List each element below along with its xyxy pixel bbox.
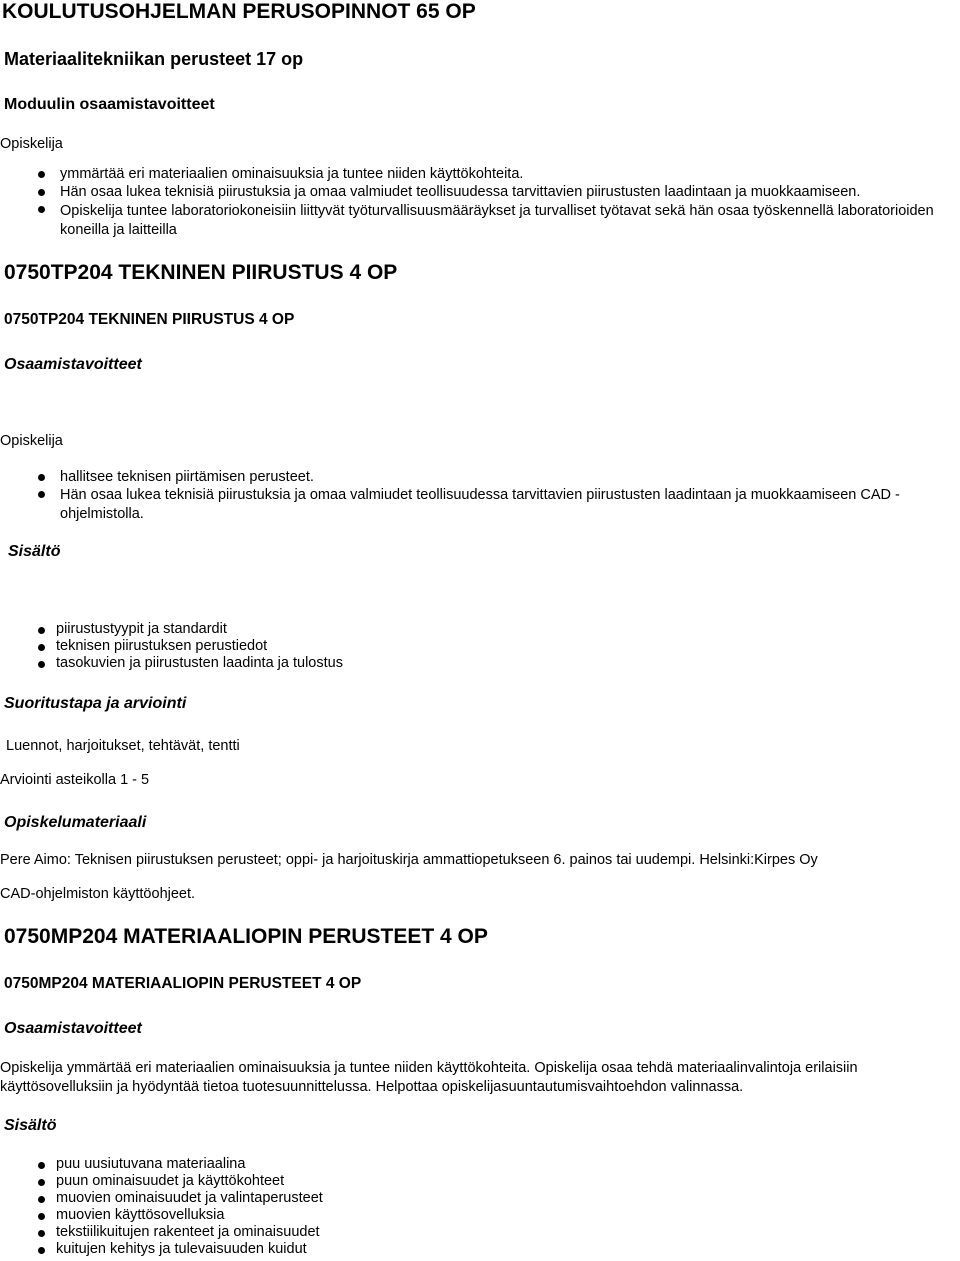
course-subheading: 0750TP204 TEKNINEN PIIRUSTUS 4 OP bbox=[4, 311, 295, 328]
list-item: muovien käyttösovelluksia bbox=[56, 1207, 225, 1223]
bullet-icon bbox=[38, 1247, 45, 1254]
assessment-scale: Arviointi asteikolla 1 - 5 bbox=[0, 772, 150, 788]
list-item: Hän osaa lukea teknisiä piirustuksia ja omaa valmiudet teollisuudessa tarvittavien piirustusten laadintaan ja muokkaamiseen. bbox=[60, 184, 861, 200]
bullet-icon bbox=[38, 189, 45, 196]
materials-text: CAD-ohjelmiston käyttöohjeet. bbox=[0, 886, 196, 902]
assessment-method: Luennot, harjoitukset, tehtävät, tentti bbox=[6, 738, 240, 754]
list-item: puun ominaisuudet ja käyttökohteet bbox=[56, 1173, 285, 1189]
list-item: kuitujen kehitys ja tulevaisuuden kuidut bbox=[56, 1241, 307, 1257]
student-label: Opiskelija bbox=[0, 433, 63, 449]
materials-text: Pere Aimo: Teknisen piirustuksen perusteet; oppi- ja harjoituskirja ammattiopetukseen 6. painos tai uudempi. Helsinki:Kirpes Oy bbox=[0, 852, 818, 868]
module-student-label: Opiskelija bbox=[0, 136, 63, 152]
bullet-icon bbox=[38, 1213, 45, 1220]
list-item: Hän osaa lukea teknisiä piirustuksia ja omaa valmiudet teollisuudessa tarvittavien piirustusten laadintaan ja muokkaamiseen CAD -ohjelmistolla. bbox=[60, 487, 900, 522]
bullet-icon bbox=[38, 171, 45, 178]
content-heading: Sisältö bbox=[8, 543, 61, 560]
materials-heading: Opiskelumateriaali bbox=[4, 814, 147, 831]
goals-heading: Osaamistavoitteet bbox=[4, 1020, 142, 1037]
bullet-icon bbox=[38, 1179, 45, 1186]
bullet-icon bbox=[38, 1230, 45, 1237]
course-subheading: 0750MP204 MATERIAALIOPIN PERUSTEET 4 OP bbox=[4, 975, 362, 992]
list-item: Opiskelija tuntee laboratoriokoneisiin liittyvät työturvallisuusmääräykset ja turvalliset työtavat sekä hän osaa työskennellä laboratorioiden koneilla ja laitteilla bbox=[60, 203, 934, 238]
list-item: hallitsee teknisen piirtämisen perusteet. bbox=[60, 469, 314, 485]
content-heading: Sisältö bbox=[4, 1117, 57, 1134]
assessment-heading: Suoritustapa ja arviointi bbox=[4, 695, 187, 712]
list-item: muovien ominaisuudet ja valintaperusteet bbox=[56, 1190, 323, 1206]
bullet-icon bbox=[38, 1196, 45, 1203]
module-title: Materiaalitekniikan perusteet 17 op bbox=[4, 49, 304, 69]
bullet-icon bbox=[38, 206, 45, 213]
bullet-icon bbox=[38, 474, 45, 481]
page-title: KOULUTUSOHJELMAN PERUSOPINNOT 65 OP bbox=[2, 0, 476, 23]
bullet-icon bbox=[38, 661, 45, 668]
list-item: piirustustyypit ja standardit bbox=[56, 621, 227, 637]
list-item: puu uusiutuvana materiaalina bbox=[56, 1156, 246, 1172]
course-heading: 0750TP204 TEKNINEN PIIRUSTUS 4 OP bbox=[4, 261, 398, 284]
list-item: tasokuvien ja piirustusten laadinta ja tulostus bbox=[56, 655, 343, 671]
list-item: teknisen piirustuksen perustiedot bbox=[56, 638, 268, 654]
bullet-icon bbox=[38, 644, 45, 651]
bullet-icon bbox=[38, 627, 45, 634]
list-item: tekstiilikuitujen rakenteet ja ominaisuudet bbox=[56, 1224, 320, 1240]
goals-text: Opiskelija ymmärtää eri materiaalien ominaisuuksia ja tuntee niiden käyttökohteita. Opiskelija osaa tehdä materiaalinvalintoja erilaisiin käyttösovelluksiin ja hyödyntää tietoa tuotesuunnittelussa. Helpottaa opiskelijasuuntautumisvaihtoehdon valinnassa. bbox=[0, 1060, 858, 1095]
module-goals-heading: Moduulin osaamistavoitteet bbox=[4, 96, 215, 113]
bullet-icon bbox=[38, 491, 45, 498]
bullet-icon bbox=[38, 1162, 45, 1169]
course-heading: 0750MP204 MATERIAALIOPIN PERUSTEET 4 OP bbox=[4, 925, 488, 948]
list-item: ymmärtää eri materiaalien ominaisuuksia ja tuntee niiden käyttökohteita. bbox=[60, 166, 524, 182]
goals-heading: Osaamistavoitteet bbox=[4, 356, 142, 373]
